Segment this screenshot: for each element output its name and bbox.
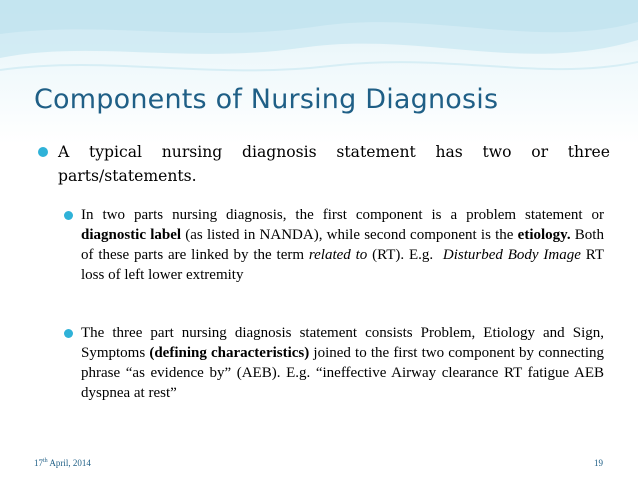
bullet-level1 [38,140,610,188]
text-run: Both of these parts are linked by the term [81,227,604,263]
bullet-level2-three-part [64,323,604,403]
text-run: In two parts nursing diagnosis, the first component is a problem statement or [81,207,604,223]
text-run: RT loss of left lower extremity [81,247,604,283]
text-run: The three part nursing diagnosis statement consists Problem, Etiology and Sign, Symptoms [81,325,604,361]
bold-term: (defining characteristics) [149,345,310,361]
bullet-level2-two-part [64,205,604,285]
bold-term: etiology. [517,227,571,243]
page-number: 19 [594,458,603,468]
text-run: (as listed in NANDA), while second component is the [181,227,518,243]
slide-title: Components of Nursing Diagnosis [34,84,499,115]
date-suffix: th [43,458,48,464]
italic-term: related to [308,247,368,263]
bullet-level2-text [81,205,604,285]
bullet-level1-text: A typical nursing diagnosis statement has two or three parts/statements. [58,143,610,185]
bullet-marker [64,329,73,338]
text-run: joined to the first two component by connecting phrase “as evidence by” (AEB). E.g. “ineffective Airway clearance RT fatigue AEB dyspnea at rest” [81,345,604,401]
bullet-marker [64,211,73,220]
date-rest: April, 2014 [47,458,91,468]
bullet-level2-text [81,323,604,403]
text-run: (RT). E.g. [367,247,443,263]
italic-term: Disturbed Body Image [442,247,581,263]
bold-term: diagnostic label [81,227,182,243]
date-day: 17 [34,458,43,468]
footer-date [34,458,91,468]
